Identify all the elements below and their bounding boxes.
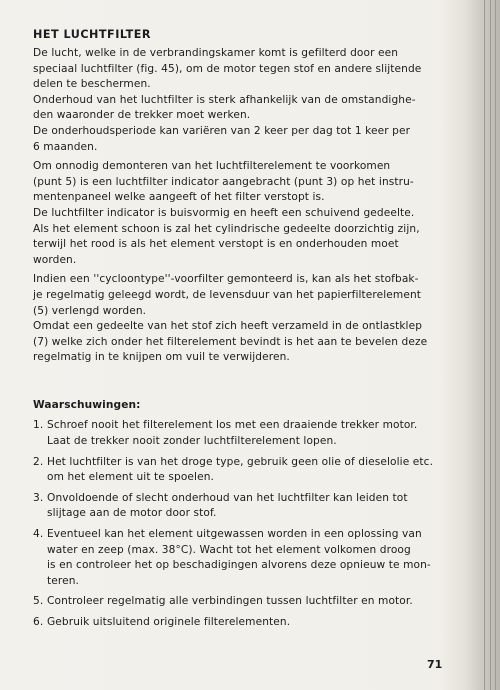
warning-text: Eventueel kan het element uitgewassen worden in een oplossing van water en zeep (max. 38°C). Wacht tot het element volkomen droog is en controleer het op beschadigingen alvorens deze opnieuw te mon- teren. — [47, 528, 431, 587]
page-edge-line — [490, 0, 491, 690]
page-edge-line — [484, 0, 485, 690]
warning-number: 5. — [33, 595, 44, 608]
page-number: 71 — [427, 658, 443, 671]
warning-item — [33, 615, 463, 631]
warning-text: Het luchtfilter is van het droge type, gebruik geen olie of dieselolie etc. om het element uit te spoelen. — [47, 455, 434, 484]
page-edge-line — [495, 0, 496, 690]
warning-number: 3. — [33, 491, 44, 504]
warning-item — [33, 455, 463, 486]
warnings-list — [33, 418, 463, 630]
warning-item — [33, 527, 463, 589]
warning-text: Schroef nooit het filterelement los met een draaiende trekker motor. Laat de trekker nooit zonder luchtfilterelement lopen. — [47, 419, 418, 448]
page-content — [33, 27, 463, 636]
warning-item — [33, 491, 463, 522]
warning-text: Onvoldoende of slecht onderhoud van het luchtfilter kan leiden tot slijtage aan de motor door stof. — [47, 491, 408, 520]
warning-text: Gebruik uitsluitend originele filterelementen. — [47, 616, 291, 628]
warning-number: 4. — [33, 528, 44, 541]
paragraph-prefilter: Indien een ''cycloontype''-voorfilter gemonteerd is, kan als het stofbak- je regelmatig geleegd wordt, de levensduur van het papierfilterelement (5) verlengd worden. Omdat een gedeelte van het stof zich heeft verzameld in de ontlastklep (7) welke zich onder het filterelement bevindt is het aan te bevelen deze regelmatig in te knijpen om vuil te verwijderen. — [33, 273, 428, 364]
paragraph-indicator: Om onnodig demonteren van het luchtfilterelement te voorkomen (punt 5) is een luchtfilter indicator aangebracht (punt 3) op het instru- mentenpaneel welke aangeeft of het filter verstopt is. De luchtfilter indicator is buisvormig en heeft een schuivend gedeelte. Als het element schoon is zal het cylindrische gedeelte doorzichtig zijn, terwijl het rood is als het element verstopt is en onderhouden moet worden. — [33, 160, 420, 266]
warnings-heading: Waarschuwingen: — [33, 398, 141, 411]
paragraph-intro: De lucht, welke in de verbrandingskamer komt is gefilterd door een speciaal luchtfilter (fig. 45), om de motor tegen stof en andere slijtende delen te beschermen. Onderhoud van het luchtfilter is sterk afhankelijk van de omstandighe- den waaronder de trekker moet werken. De onderhoudsperiode kan variëren van 2 keer per dag tot 1 keer per 6 maanden. — [33, 47, 422, 153]
warning-number: 2. — [33, 455, 44, 468]
section-title: HET LUCHTFILTER — [33, 28, 152, 41]
warning-number: 1. — [33, 419, 44, 432]
warning-item — [33, 594, 463, 610]
warning-number: 6. — [33, 616, 44, 628]
warning-item — [33, 418, 463, 449]
warning-text: Controleer regelmatig alle verbindingen tussen luchtfilter en motor. — [47, 595, 413, 608]
